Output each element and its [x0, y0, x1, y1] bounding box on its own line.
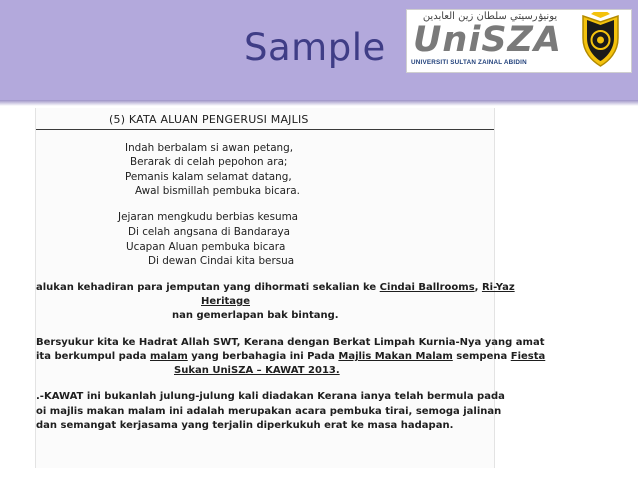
para3-line: .-KAWAT ini bukanlah julung-julung kali diadakan Kerana ianya telah bermula pada — [36, 391, 505, 402]
para1-text: alukan kehadiran para jemputan yang dihormati sekalian ke — [36, 282, 380, 293]
stanza2-line: Jejaran mengkudu berbias kesuma — [118, 211, 299, 223]
stanza1-line: Berarak di celah pepohon ara; — [130, 156, 288, 168]
para1-separator: , — [474, 282, 482, 293]
crest-icon — [573, 12, 628, 69]
para2-text: yang berbahagia ini Pada — [187, 351, 339, 362]
stanza1-line: Pemanis kalam selamat datang, — [125, 171, 292, 183]
logo-wordmark: UniSZA — [413, 20, 563, 60]
stanza1-line: Awal bismillah pembuka bicara. — [135, 185, 300, 197]
event-name: Sukan UniSZA – KAWAT 2013. — [174, 365, 340, 376]
venue-name: Ri-Yaz — [481, 282, 515, 293]
stanza1-line: Indah berbalam si awan petang, — [125, 142, 294, 154]
para2-text: ita berkumpul pada — [36, 351, 150, 362]
para2-line3 — [174, 364, 340, 378]
para1-line3: nan gemerlapan bak bintang. — [172, 310, 339, 321]
header-shadow — [0, 100, 638, 106]
event-name: Majlis Makan Malam — [338, 351, 453, 362]
para1-line2 — [201, 295, 250, 309]
unisza-logo — [406, 9, 632, 73]
document-heading: (5) KATA ALUAN PENGERUSI MAJLIS — [109, 113, 309, 126]
para2-text: sempena — [452, 351, 511, 362]
venue-name: Cindai Ballrooms — [379, 282, 475, 293]
event-name: Fiesta — [510, 351, 546, 362]
venue-name: Heritage — [201, 296, 250, 307]
stanza2-line: Ucapan Aluan pembuka bicara — [126, 241, 286, 253]
para2-line2 — [36, 350, 545, 364]
event-time: malam — [149, 351, 188, 362]
logo-subtitle: UNIVERSITI SULTAN ZAINAL ABIDIN — [411, 59, 527, 66]
para3-line: dan semangat kerjasama yang terjalin diperkukuh erat ke masa hadapan. — [36, 420, 454, 431]
para1-line1 — [36, 281, 515, 295]
heading-rule — [36, 129, 494, 130]
stanza2-line: Di celah angsana di Bandaraya — [128, 226, 291, 238]
document-scan — [35, 108, 546, 468]
para2-line1: Bersyukur kita ke Hadrat Allah SWT, Kerana dengan Berkat Limpah Kurnia-Nya yang amat — [36, 337, 545, 348]
slide-title: Sample — [244, 26, 386, 69]
logo-arabic-text: يونيۏرسيتي سلطان زين العابدين — [422, 11, 558, 22]
stanza2-line: Di dewan Cindai kita bersua — [148, 255, 295, 267]
para3-line: oi majlis makan malam ini adalah merupakan acara pembuka tirai, semoga jalinan — [36, 406, 502, 417]
